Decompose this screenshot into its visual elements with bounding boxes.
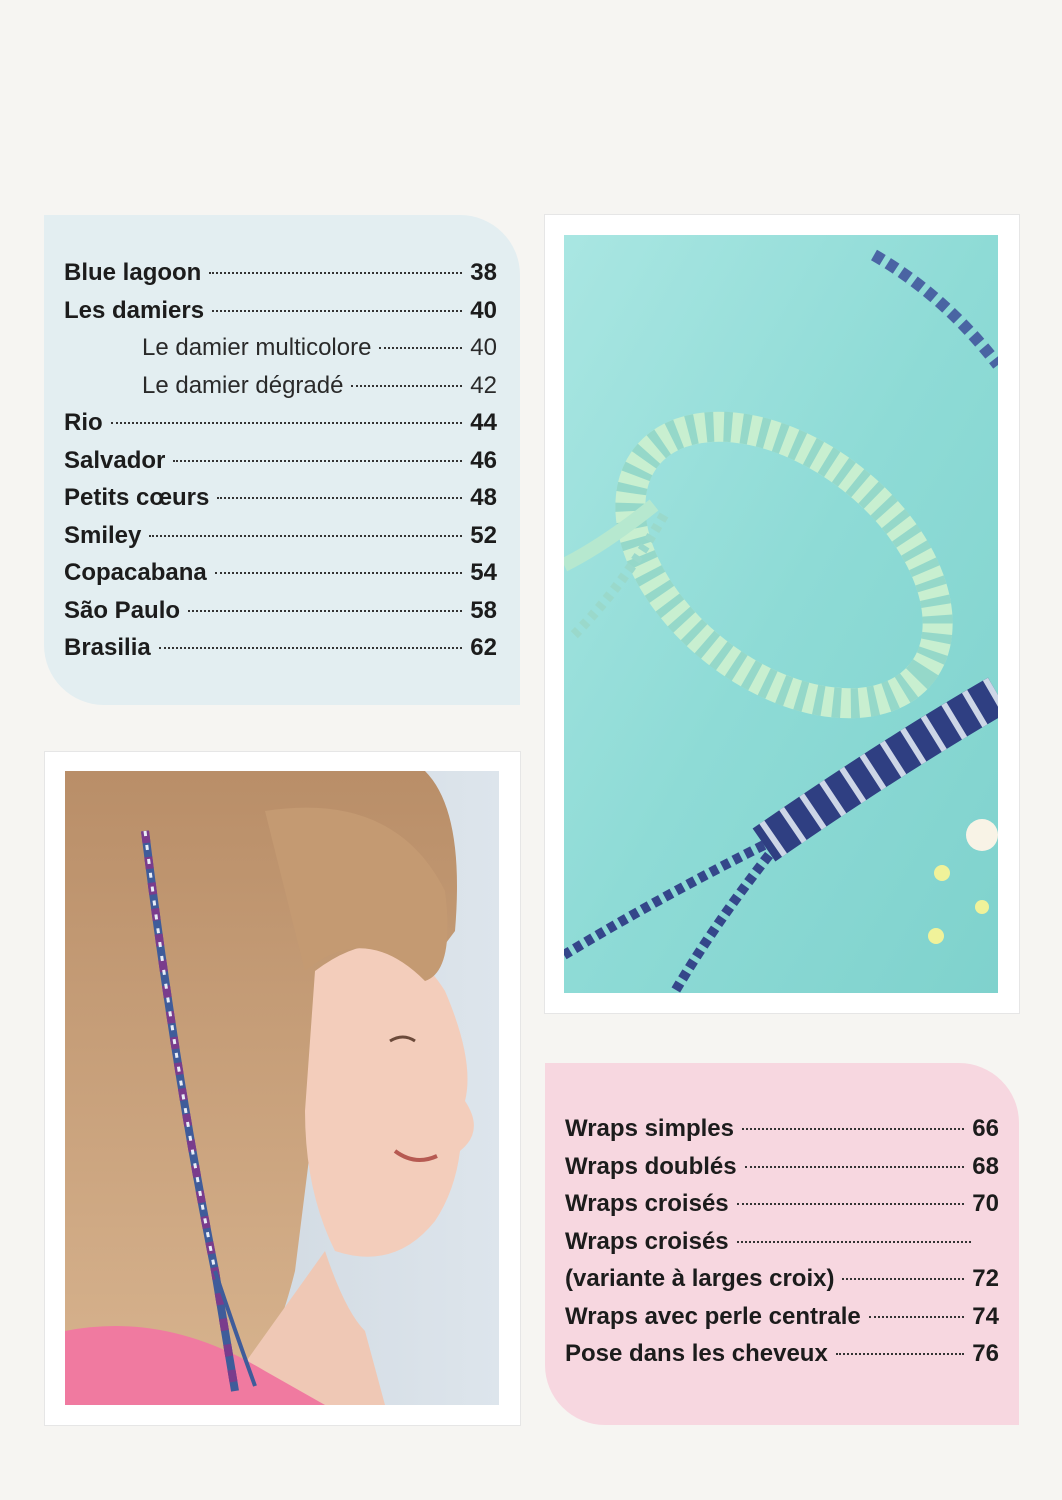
toc-entry bbox=[565, 1228, 999, 1265]
toc-entry bbox=[565, 1303, 999, 1340]
toc-entry-page: 40 bbox=[470, 334, 497, 361]
toc-entry bbox=[64, 409, 497, 446]
toc-entry-page: 68 bbox=[972, 1152, 999, 1180]
toc-entry-page: 54 bbox=[470, 559, 497, 586]
toc-leader-dots bbox=[836, 1353, 964, 1355]
toc-entry-title: Wraps doublés bbox=[565, 1152, 737, 1180]
toc-entry-page: 58 bbox=[470, 596, 497, 624]
toc-leader-dots bbox=[742, 1128, 964, 1130]
toc-entry-page: 66 bbox=[972, 1115, 999, 1142]
toc-entry-title: Wraps croisés bbox=[565, 1190, 729, 1217]
toc-entry-page: 72 bbox=[972, 1265, 999, 1292]
toc-leader-dots bbox=[111, 422, 463, 424]
toc-leader-dots bbox=[173, 460, 462, 462]
girl-with-hair-wrap-illustration bbox=[65, 771, 499, 1405]
toc-leader-dots bbox=[159, 647, 463, 649]
toc-entry-page: 70 bbox=[972, 1190, 999, 1217]
toc-entry-page: 62 bbox=[470, 634, 497, 661]
hair-wrap-photo bbox=[65, 771, 499, 1405]
toc-entry-page: 38 bbox=[470, 259, 497, 286]
toc-entry-page: 46 bbox=[470, 446, 497, 474]
toc-entry-title: (variante à larges croix) bbox=[565, 1265, 835, 1292]
toc-panel-blue bbox=[44, 215, 520, 705]
toc-entry bbox=[142, 334, 497, 371]
toc-entry-title: Wraps croisés bbox=[565, 1227, 729, 1255]
bracelet-photo bbox=[564, 235, 998, 993]
toc-leader-dots bbox=[215, 572, 463, 574]
toc-entry-title: Smiley bbox=[64, 521, 142, 549]
toc-panel-pink bbox=[545, 1063, 1019, 1425]
toc-entry-title: Wraps simples bbox=[565, 1115, 734, 1142]
toc-entry-title: Brasilia bbox=[64, 634, 151, 661]
toc-entry-page: 40 bbox=[470, 296, 497, 324]
toc-leader-dots bbox=[737, 1203, 965, 1205]
toc-leader-dots bbox=[209, 272, 462, 274]
toc-leader-dots bbox=[737, 1241, 971, 1243]
toc-entry bbox=[64, 634, 497, 671]
toc-entry bbox=[64, 447, 497, 484]
toc-leader-dots bbox=[842, 1278, 964, 1280]
toc-entry-page: 42 bbox=[470, 371, 497, 399]
toc-entry-title: Pose dans les cheveux bbox=[565, 1340, 828, 1367]
toc-entry bbox=[64, 484, 497, 521]
bracelet-photo-frame bbox=[545, 215, 1019, 1013]
toc-entry bbox=[64, 259, 497, 296]
bracelets-illustration bbox=[564, 235, 998, 993]
toc-entry-title: Salvador bbox=[64, 446, 166, 474]
toc-leader-dots bbox=[869, 1316, 965, 1318]
toc-entry bbox=[64, 297, 497, 334]
toc-leader-dots bbox=[217, 497, 462, 499]
hair-wrap-photo-frame bbox=[45, 752, 520, 1425]
toc-entry-title: Petits cœurs bbox=[64, 484, 210, 511]
toc-entry bbox=[565, 1190, 999, 1227]
toc-entry-page: 44 bbox=[470, 409, 497, 436]
toc-entry-title: Wraps avec perle centrale bbox=[565, 1302, 861, 1330]
toc-entry-title: Le damier dégradé bbox=[142, 371, 344, 399]
toc-entry-title: Blue lagoon bbox=[64, 259, 202, 286]
toc-entry-page: 76 bbox=[972, 1340, 999, 1367]
toc-entry bbox=[565, 1340, 999, 1377]
toc-entry bbox=[565, 1265, 999, 1302]
toc-entry-page: 48 bbox=[470, 484, 497, 511]
toc-leader-dots bbox=[212, 310, 462, 312]
toc-entry-title: Copacabana bbox=[64, 559, 207, 586]
toc-entry-page: 74 bbox=[972, 1302, 999, 1330]
toc-entry-title: São Paulo bbox=[64, 596, 181, 624]
toc-leader-dots bbox=[351, 385, 462, 387]
toc-entry bbox=[64, 559, 497, 596]
toc-entry-page: 52 bbox=[470, 521, 497, 549]
toc-entry bbox=[142, 372, 497, 409]
toc-entry bbox=[565, 1153, 999, 1190]
toc-entry-title: Les damiers bbox=[64, 296, 205, 324]
toc-leader-dots bbox=[379, 347, 462, 349]
toc-entry bbox=[64, 522, 497, 559]
toc-leader-dots bbox=[188, 610, 462, 612]
toc-entry bbox=[565, 1115, 999, 1152]
toc-leader-dots bbox=[149, 535, 462, 537]
toc-entry-title: Rio bbox=[64, 409, 103, 436]
toc-entry-title: Le damier multicolore bbox=[142, 334, 372, 361]
toc-entry bbox=[64, 597, 497, 634]
toc-leader-dots bbox=[745, 1166, 965, 1168]
